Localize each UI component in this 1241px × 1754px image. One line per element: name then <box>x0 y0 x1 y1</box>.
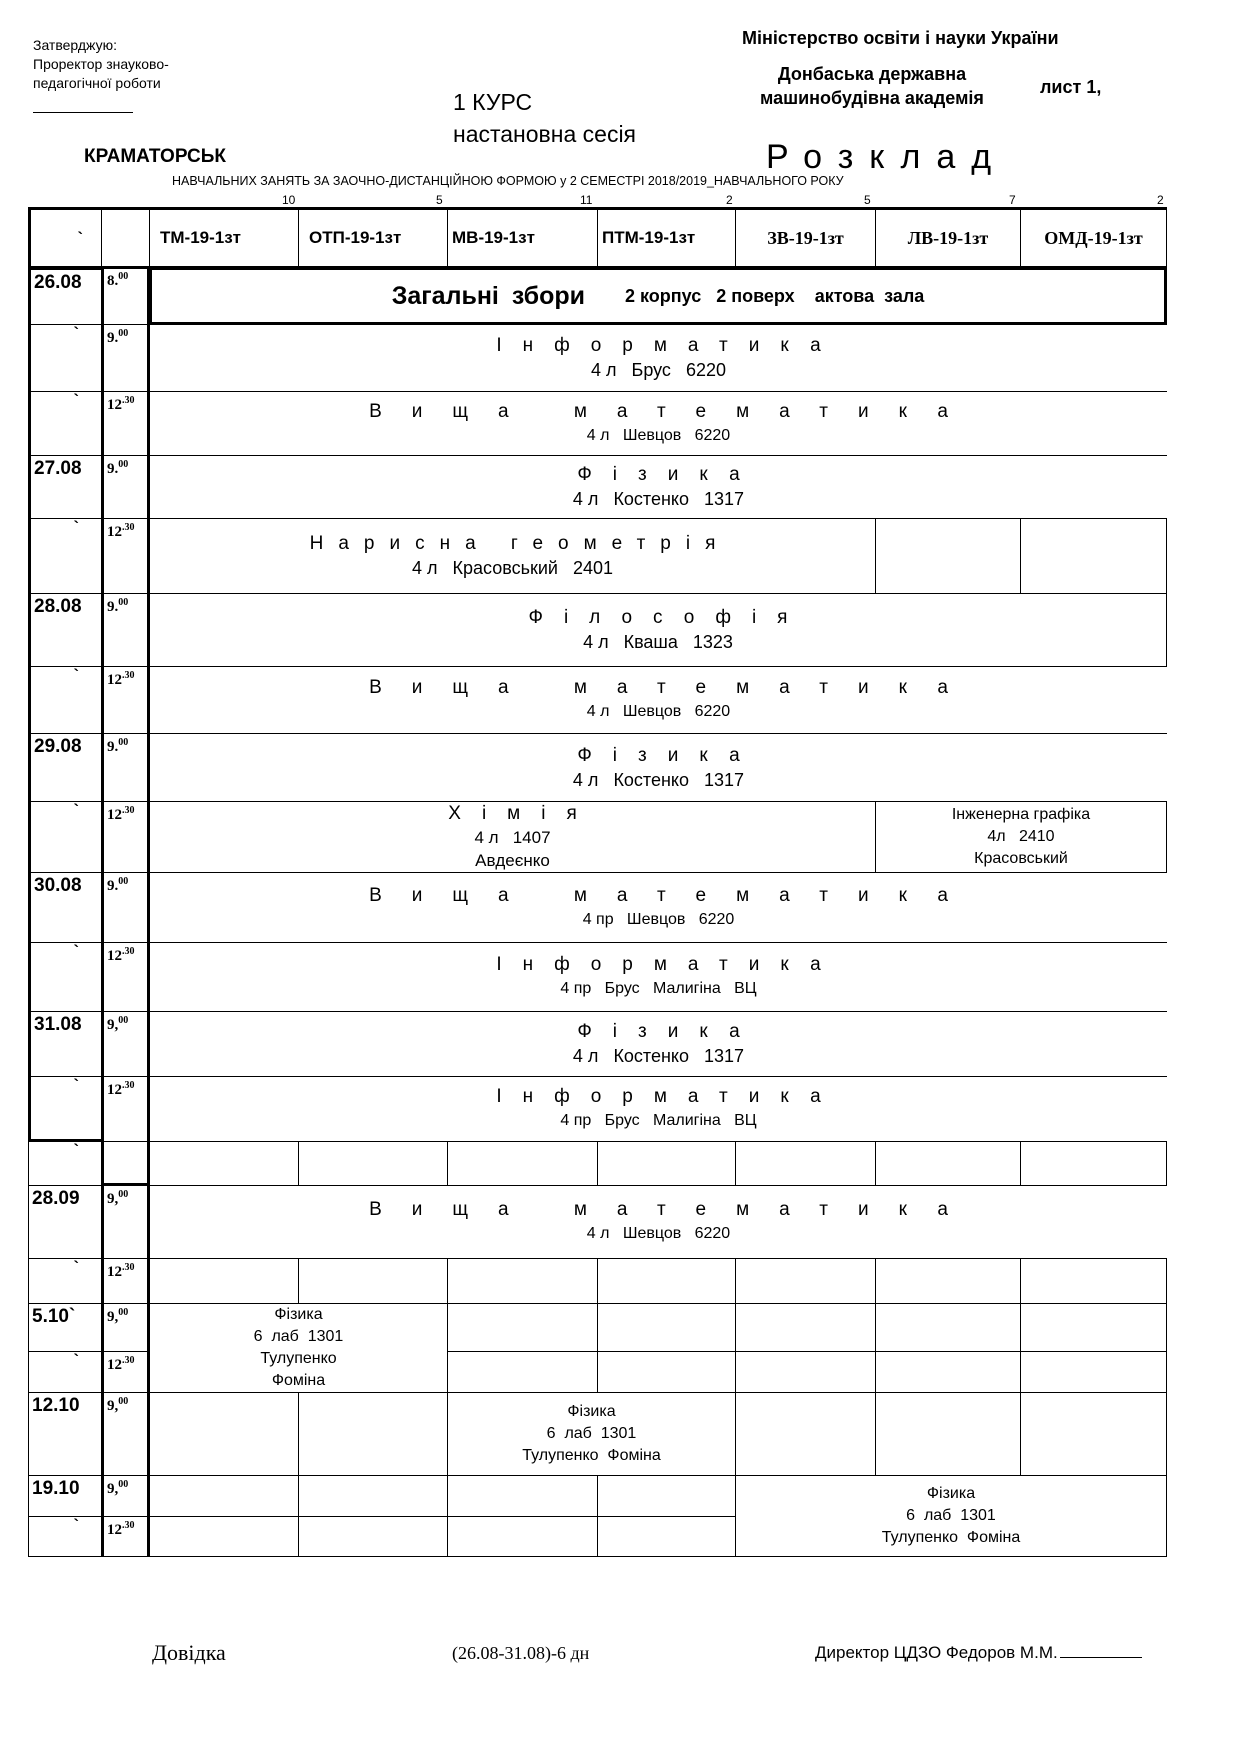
general-assembly-cell <box>149 267 1167 325</box>
empty-cell <box>875 1303 1021 1352</box>
subject-name: Інформатика <box>496 335 842 356</box>
lesson-details: 4 пр Брус Малигіна ВЦ <box>560 980 757 997</box>
ministry-label: Міністерство освіти і науки України <box>742 28 1059 48</box>
lecture-cell <box>149 942 1167 1012</box>
time-minutes: 00 <box>118 876 129 887</box>
subject-name: Інформатика <box>496 954 842 975</box>
time-minutes: 00 <box>118 1396 129 1407</box>
session-label: настановна сесія <box>453 121 637 147</box>
date-label: 28.08 <box>34 596 82 617</box>
course-label: 1 КУРС <box>453 89 533 115</box>
time-label <box>104 594 128 616</box>
date-cell <box>28 1076 102 1142</box>
group-header-zv: ЗВ-19-1зт <box>735 207 876 269</box>
page-title: Розклад <box>766 138 1008 176</box>
lab-teacher1: Тулупенко <box>260 1350 337 1367</box>
empty-cell <box>875 1141 1021 1186</box>
time-minutes: 00 <box>118 1015 129 1026</box>
lab-teachers: Тулупенко Фоміна <box>522 1447 661 1464</box>
time-minutes: 00 <box>118 1189 129 1200</box>
time-cell <box>101 1076 150 1142</box>
lecture-cell <box>149 1011 1167 1077</box>
time-hour: 12 <box>107 1082 122 1098</box>
time-minutes: .30 <box>122 805 135 816</box>
time-minutes: .30 <box>122 1080 135 1091</box>
lab-subject: Фізика <box>567 1403 616 1420</box>
lesson-details: 4 л 1407 <box>474 828 551 847</box>
tick-mark: ` <box>77 230 83 247</box>
sheet-number: лист 1, <box>1040 77 1102 97</box>
date-cell <box>28 324 102 392</box>
empty-cell <box>597 1351 736 1393</box>
group-count: 2 <box>726 193 733 207</box>
tick-mark: ` <box>73 392 79 409</box>
date-label: 28.09 <box>32 1188 80 1209</box>
time-label <box>104 392 135 414</box>
time-cell <box>101 1011 150 1077</box>
subject-name: Вища математика <box>369 884 978 906</box>
time-cell <box>101 1351 150 1393</box>
time-minutes: .30 <box>122 1520 135 1531</box>
empty-cell <box>597 1516 736 1557</box>
time-cell <box>101 593 150 667</box>
time-cell <box>101 455 150 519</box>
tick-mark: ` <box>73 1259 79 1276</box>
date-label: 31.08 <box>34 1014 82 1035</box>
signature-line <box>33 112 133 113</box>
date-cell <box>28 1011 102 1077</box>
time-label <box>104 802 135 824</box>
lesson-details: 4 пр Шевцов 6220 <box>582 910 735 928</box>
extra-subject: Інженерна графіка <box>951 806 1091 823</box>
teacher-name: Авдеєнко <box>475 851 550 870</box>
lecture-cell <box>149 666 1167 734</box>
time-minutes: 00 <box>118 737 129 748</box>
approval-line-2: Проректор знауково- <box>33 56 169 72</box>
tick-mark: ` <box>73 1077 79 1094</box>
tick-mark: ` <box>73 943 79 960</box>
lab-details: 6 лаб 1301 <box>253 1328 344 1345</box>
time-hour: 8. <box>107 273 119 289</box>
time-minutes: .30 <box>122 522 135 533</box>
lecture-cell <box>149 455 1167 519</box>
time-label <box>104 519 135 541</box>
tick-mark: ` <box>73 1142 79 1159</box>
empty-cell <box>298 1258 448 1304</box>
tick-mark: ` <box>73 519 79 536</box>
lecture-cell <box>875 801 1167 873</box>
date-label: 30.08 <box>34 875 82 896</box>
empty-cell <box>447 1475 598 1517</box>
subject-name: Вища математика <box>369 677 978 698</box>
date-label: 27.08 <box>34 458 82 479</box>
time-label <box>104 1352 135 1374</box>
lab-subject: Фізика <box>926 1485 976 1502</box>
academy-line-1: Донбаська державна <box>777 64 967 84</box>
empty-cell <box>1020 1392 1167 1476</box>
time-minutes: 00 <box>118 597 129 608</box>
lecture-cell <box>149 593 1167 667</box>
time-hour: 9, <box>107 1017 119 1033</box>
academy-line-2: машинобудівна академія <box>760 88 984 108</box>
lesson-details: 4 л Костенко 1317 <box>572 769 745 790</box>
time-hour: 9. <box>107 878 119 894</box>
lesson-details: 4 л Шевцов 6220 <box>586 703 731 720</box>
director-signature-label: Директор ЦДЗО Федоров М.М. <box>815 1643 1058 1662</box>
empty-cell <box>149 1475 299 1517</box>
empty-cell <box>735 1392 876 1476</box>
time-hour: 12 <box>107 807 122 823</box>
time-hour: 9, <box>107 1309 119 1325</box>
time-label <box>104 1186 128 1208</box>
group-header-tm: ТМ-19-1зт <box>149 207 299 269</box>
lecture-cell <box>149 1185 1167 1259</box>
lecture-cell <box>149 733 1167 802</box>
subject-name: Фізика <box>577 1021 761 1042</box>
lab-details: 6 лаб 1301 <box>906 1507 996 1524</box>
lecture-cell <box>149 1076 1167 1142</box>
subject-name: Нарисна геометрія <box>309 533 731 554</box>
date-cell <box>28 1516 102 1557</box>
time-label <box>104 667 135 689</box>
time-minutes: 00 <box>118 328 129 339</box>
group-count: 10 <box>282 193 296 207</box>
date-cell <box>28 593 102 667</box>
approval-block <box>33 36 169 93</box>
approval-line-1: Затверджую: <box>33 37 117 53</box>
tick-mark: ` <box>73 802 79 819</box>
group-count: 11 <box>580 193 593 207</box>
empty-cell <box>1020 1303 1167 1352</box>
time-cell <box>101 1303 150 1352</box>
subject-name: Філософія <box>528 607 809 628</box>
page-subtitle: НАВЧАЛЬНИХ ЗАНЯТЬ ЗА ЗАОЧНО-ДИСТАНЦІЙНОЮ ФОРМОЮ у 2 СЕМЕСТРІ 2018/2019_НАВЧАЛЬНОГО РОКУ <box>172 174 844 188</box>
date-cell <box>28 267 102 325</box>
empty-cell <box>298 1475 448 1517</box>
time-minutes: 00 <box>118 271 129 282</box>
footer-reference: Довідка <box>152 1640 226 1665</box>
lecture-cell <box>149 324 1167 392</box>
time-cell <box>101 666 150 734</box>
signature-line <box>1060 1657 1142 1658</box>
date-label: 19.10 <box>32 1478 80 1499</box>
lecture-cell <box>149 518 876 594</box>
date-label: 12.10 <box>32 1395 80 1416</box>
empty-cell <box>875 1392 1021 1476</box>
group-count: 5 <box>864 193 871 207</box>
time-hour: 9. <box>107 739 119 755</box>
time-minutes: 00 <box>118 459 129 470</box>
empty-cell <box>1020 1141 1167 1186</box>
time-label <box>104 734 128 756</box>
time-label <box>104 943 135 965</box>
empty-cell <box>875 518 1021 594</box>
date-label: 26.08 <box>34 272 82 293</box>
time-label <box>104 1393 128 1415</box>
group-header-otp: ОТП-19-1зт <box>298 207 448 269</box>
time-cell <box>101 518 150 594</box>
subject-name: Фізика <box>577 464 761 485</box>
empty-cell <box>735 1141 876 1186</box>
empty-cell <box>875 1258 1021 1304</box>
empty-cell <box>597 1475 736 1517</box>
time-label <box>104 1077 135 1099</box>
date-cell <box>28 801 102 873</box>
date-cell <box>28 733 102 802</box>
time-cell <box>101 1185 150 1259</box>
time-label <box>104 1012 128 1034</box>
date-cell <box>28 1185 102 1259</box>
empty-cell <box>298 1141 448 1186</box>
time-cell <box>101 324 150 392</box>
lesson-details: 4 л Брус 6220 <box>591 360 726 380</box>
tick-mark: ` <box>73 325 79 342</box>
empty-cell <box>597 1258 736 1304</box>
group-count: 2 <box>1157 193 1164 207</box>
extra-details: 4л 2410 <box>987 828 1055 845</box>
time-hour: 12 <box>107 948 122 964</box>
lab-teacher2: Фоміна <box>271 1372 326 1389</box>
time-minutes: .30 <box>122 1262 135 1273</box>
time-hour: 12 <box>107 397 122 413</box>
extra-teacher: Красовський <box>974 850 1068 867</box>
empty-cell <box>735 1258 876 1304</box>
tick-mark: ` <box>73 1517 79 1534</box>
date-cell <box>28 1475 102 1517</box>
empty-cell <box>447 1141 598 1186</box>
date-cell <box>28 1258 102 1304</box>
group-header-mv: МВ-19-1зт <box>447 207 598 269</box>
time-hour: 9, <box>107 1398 119 1414</box>
subject-name: Вища математика <box>369 400 978 422</box>
date-cell <box>28 1141 102 1186</box>
time-cell <box>101 801 150 873</box>
time-minutes: .30 <box>122 1355 135 1366</box>
time-hour: 12 <box>107 524 122 540</box>
time-label <box>104 1476 128 1498</box>
time-label <box>104 873 128 895</box>
lesson-details: 4 л Кваша 1323 <box>583 632 733 652</box>
empty-cell <box>298 1516 448 1557</box>
time-label <box>104 268 128 290</box>
assembly-place: 2 корпус 2 поверх актова зала <box>624 285 925 306</box>
time-cell <box>101 1258 150 1304</box>
lab-teachers: Тулупенко Фоміна <box>881 1529 1021 1546</box>
time-hour: 9, <box>107 1191 119 1207</box>
time-hour: 12 <box>107 1357 122 1373</box>
lab-cell <box>447 1392 736 1476</box>
date-cell <box>28 1392 102 1476</box>
time-minutes: .30 <box>122 395 135 406</box>
lab-cell <box>149 1303 448 1393</box>
empty-cell <box>149 1392 299 1476</box>
academy-label <box>760 62 984 110</box>
subject-name: Вища математика <box>369 1199 978 1220</box>
date-cell <box>28 455 102 519</box>
lecture-cell <box>149 801 876 873</box>
time-hour: 9. <box>107 599 119 615</box>
lab-subject: Фізика <box>274 1306 323 1323</box>
lesson-details: 4 л Костенко 1317 <box>572 489 745 509</box>
time-cell <box>101 942 150 1012</box>
time-label <box>104 1517 135 1539</box>
time-label <box>104 1259 135 1281</box>
empty-cell <box>149 1141 299 1186</box>
empty-cell <box>597 1303 736 1352</box>
assembly-title: Загальні збори <box>391 281 585 310</box>
group-header-omd: ОМД-19-1зт <box>1020 207 1167 269</box>
time-cell <box>101 1392 150 1476</box>
empty-cell <box>875 1351 1021 1393</box>
date-cell <box>28 872 102 943</box>
time-minutes: 00 <box>118 1479 129 1490</box>
time-hour: 12 <box>107 1264 122 1280</box>
subject-name: Інформатика <box>496 1086 842 1107</box>
date-label: 5.10` <box>32 1306 76 1327</box>
group-header-ptm: ПТМ-19-1зт <box>597 207 736 269</box>
lecture-cell <box>149 391 1167 456</box>
header-date-cell <box>28 207 102 269</box>
time-cell <box>101 872 150 943</box>
group-count: 5 <box>436 193 443 207</box>
time-hour: 12 <box>107 1522 122 1538</box>
time-hour: 9. <box>107 461 119 477</box>
tick-mark: ` <box>73 1352 79 1369</box>
lecture-cell <box>149 872 1167 943</box>
lesson-details: 4 л Костенко 1317 <box>572 1046 745 1066</box>
empty-cell <box>597 1141 736 1186</box>
time-cell <box>101 733 150 802</box>
empty-cell <box>447 1303 598 1352</box>
time-cell <box>101 391 150 456</box>
date-cell <box>28 942 102 1012</box>
empty-cell <box>447 1516 598 1557</box>
date-cell <box>28 666 102 734</box>
time-hour: 9, <box>107 1481 119 1497</box>
subject-name: Фізика <box>577 744 761 766</box>
approval-line-3: педагогічної роботи <box>33 75 161 91</box>
empty-cell <box>1020 1351 1167 1393</box>
empty-cell <box>447 1351 598 1393</box>
lesson-details: 4 л Красовський 2401 <box>411 558 613 578</box>
date-cell <box>28 391 102 456</box>
empty-cell <box>1020 518 1167 594</box>
time-label <box>104 1304 128 1326</box>
subject-name: Хімія <box>448 803 598 824</box>
time-minutes: .30 <box>122 946 135 957</box>
footer-period: (26.08-31.08)-6 дн <box>452 1643 590 1663</box>
lesson-details: 4 л Шевцов 6220 <box>586 426 731 444</box>
city-label: КРАМАТОРСЬК <box>84 146 227 167</box>
group-count: 7 <box>1009 193 1016 207</box>
tick-mark: ` <box>73 667 79 684</box>
time-label <box>104 325 128 347</box>
lesson-details: 4 л Шевцов 6220 <box>586 1225 731 1242</box>
time-cell <box>101 1516 150 1557</box>
empty-cell <box>298 1392 448 1476</box>
time-cell <box>101 1475 150 1517</box>
lesson-details: 4 пр Брус Малигіна ВЦ <box>560 1112 757 1129</box>
time-hour: 9. <box>107 330 119 346</box>
date-cell <box>28 1351 102 1393</box>
empty-cell <box>149 1516 299 1557</box>
lab-cell <box>735 1475 1167 1557</box>
time-label <box>104 456 128 478</box>
group-header-lv: ЛВ-19-1зт <box>875 207 1021 269</box>
empty-cell <box>149 1258 299 1304</box>
date-cell <box>28 1303 102 1352</box>
lab-details: 6 лаб 1301 <box>546 1425 637 1442</box>
time-cell <box>101 1141 150 1186</box>
header-time-cell <box>101 207 150 269</box>
empty-cell <box>1020 1258 1167 1304</box>
time-minutes: 00 <box>118 1307 129 1318</box>
time-minutes: .30 <box>122 670 135 681</box>
footer-director <box>815 1643 1142 1663</box>
empty-cell <box>447 1258 598 1304</box>
time-hour: 12 <box>107 672 122 688</box>
date-cell <box>28 518 102 594</box>
empty-cell <box>735 1303 876 1352</box>
empty-cell <box>735 1351 876 1393</box>
date-label: 29.08 <box>34 736 82 757</box>
time-cell <box>101 267 150 325</box>
